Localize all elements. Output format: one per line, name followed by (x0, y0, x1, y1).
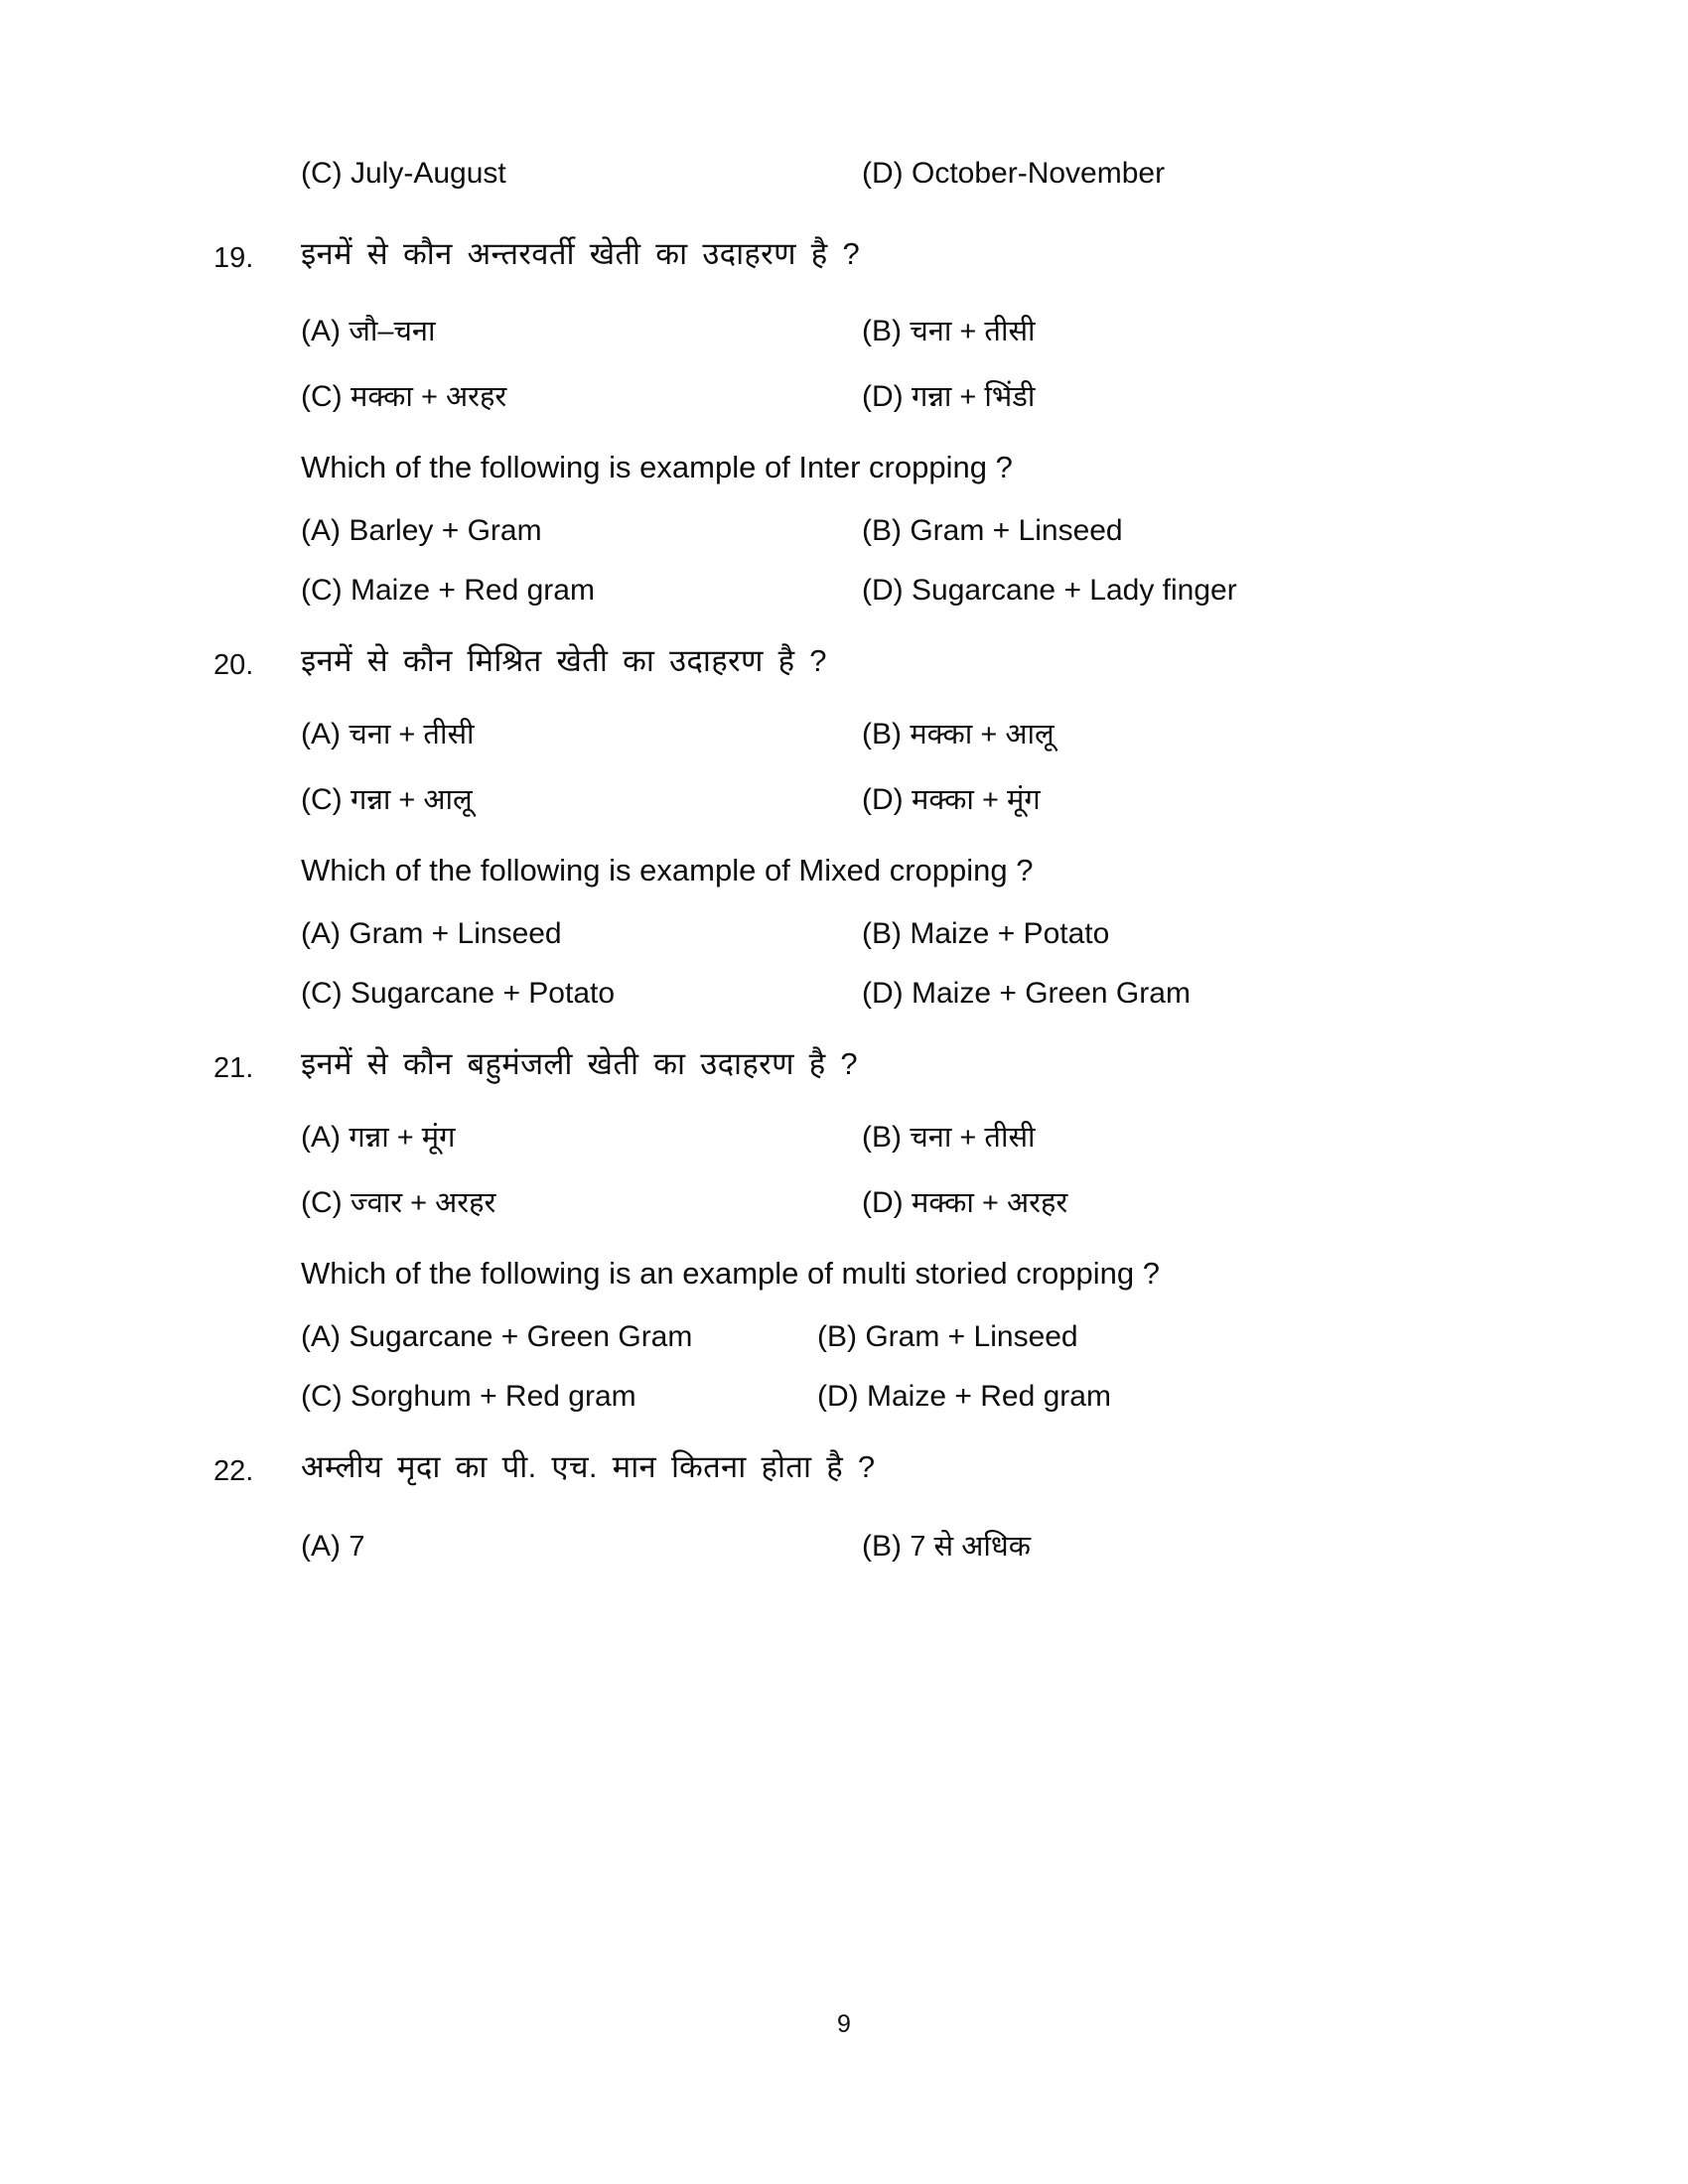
question-20-options-hindi-row-2 (213, 785, 1522, 815)
question-19-option-b-en[interactable] (862, 516, 1522, 546)
option-text: चना + तीसी (910, 1122, 1036, 1154)
question-21-stem-english: Which of the following is an example of multi storied cropping ? (301, 1256, 1160, 1291)
question-19-options-hindi-row-2 (213, 382, 1522, 412)
question-19-option-c-en[interactable] (301, 576, 862, 606)
option-label: (B) (862, 718, 902, 751)
option-text: Gram + Linseed (910, 514, 1123, 547)
carryover-option-row (213, 159, 1522, 189)
option-label: (B) (862, 1121, 902, 1154)
question-22-option-b-hi[interactable] (862, 1532, 1522, 1562)
question-19 (213, 238, 1435, 273)
question-19-stem-english-wrap (213, 452, 1435, 482)
question-20-option-c-hi[interactable] (301, 785, 862, 815)
option-label: (A) (301, 917, 341, 950)
question-19-options-hindi-row-1 (213, 317, 1522, 346)
option-label: (B) (862, 917, 902, 950)
question-20-options-english-row-1 (213, 919, 1522, 949)
question-21-options-english-row-1 (213, 1322, 1522, 1352)
option-label: (A) (301, 1121, 341, 1154)
question-20-stem-hindi: इनमें से कौन मिश्रित खेती का उदाहरण है ? (301, 643, 827, 678)
option-label: (C) (301, 574, 343, 607)
option-text: Sugarcane + Green Gram (349, 1320, 693, 1353)
question-21-option-a-hi[interactable] (301, 1123, 862, 1153)
question-20-option-b-hi[interactable] (862, 720, 1522, 750)
page-number: 9 (837, 2010, 851, 2038)
question-21-option-b-hi[interactable] (862, 1123, 1522, 1153)
option-text: मक्का + अरहर (351, 381, 507, 413)
option-label: (A) (301, 1530, 341, 1563)
question-19-stem-hindi: इनमें से कौन अन्तरवर्ती खेती का उदाहरण है ? (301, 236, 861, 271)
option-text: मक्का + आलू (910, 719, 1055, 751)
option-label: (D) (862, 783, 904, 816)
option-label: (B) (862, 1530, 902, 1563)
option-label: (D) (862, 1186, 904, 1219)
question-21-options-english-row-2 (213, 1382, 1522, 1412)
option-label: (D) (817, 1380, 859, 1413)
option-c-label: (C) (301, 157, 343, 190)
question-20-option-a-en[interactable] (301, 919, 862, 949)
question-20-option-c-en[interactable] (301, 979, 862, 1009)
question-19-number: 19. (213, 242, 254, 274)
question-21 (213, 1048, 1435, 1083)
option-text: चना + तीसी (349, 719, 475, 751)
option-d-text: October-November (912, 157, 1166, 190)
question-20-options-hindi-row-1 (213, 720, 1522, 750)
option-text: मक्का + अरहर (912, 1187, 1068, 1219)
question-20-number: 20. (213, 649, 254, 681)
question-20-stem-english: Which of the following is example of Mixed cropping ? (301, 853, 1034, 887)
option-text: ज्वार + अरहर (351, 1187, 496, 1219)
question-22 (213, 1451, 1435, 1486)
option-label: (C) (301, 1186, 343, 1219)
option-text: Gram + Linseed (865, 1320, 1078, 1353)
option-text: मक्का + मूंग (912, 784, 1041, 816)
option-label: (D) (862, 574, 904, 607)
question-19-stem-english: Which of the following is example of Inter cropping ? (301, 450, 1013, 484)
option-text: Maize + Red gram (351, 574, 595, 607)
option-label: (C) (301, 783, 343, 816)
question-21-option-b-en[interactable] (817, 1322, 1522, 1352)
option-text: Sugarcane + Lady finger (912, 574, 1237, 607)
question-19-option-a-hi[interactable] (301, 317, 862, 346)
option-label: (D) (862, 977, 904, 1010)
question-21-option-c-en[interactable] (301, 1382, 817, 1412)
question-21-option-d-hi[interactable] (862, 1188, 1522, 1218)
option-d (862, 159, 1522, 189)
option-label: (C) (301, 977, 343, 1010)
question-19-option-b-hi[interactable] (862, 317, 1522, 346)
option-label: (C) (301, 1380, 343, 1413)
option-label: (A) (301, 718, 341, 751)
option-text: 7 से अधिक (910, 1531, 1031, 1563)
option-text: Maize + Red gram (867, 1380, 1111, 1413)
option-text: Sugarcane + Potato (351, 977, 616, 1010)
option-text: 7 (349, 1531, 365, 1563)
page-content (213, 159, 1435, 1562)
option-text: जौ–चना (349, 316, 436, 347)
question-21-option-a-en[interactable] (301, 1322, 817, 1352)
question-21-options-hindi-row-2 (213, 1188, 1522, 1218)
question-21-options-hindi-row-1 (213, 1123, 1522, 1153)
question-19-option-c-hi[interactable] (301, 382, 862, 412)
option-label: (A) (301, 315, 341, 347)
option-label: (B) (817, 1320, 857, 1353)
question-22-stem-hindi: अम्लीय मृदा का पी. एच. मान कितना होता है ? (301, 1449, 876, 1484)
question-20-options-english-row-2 (213, 979, 1522, 1009)
option-label: (B) (862, 315, 902, 347)
option-text: Maize + Potato (910, 917, 1110, 950)
option-c (301, 159, 862, 189)
option-label: (D) (862, 380, 904, 413)
option-d-label: (D) (862, 157, 904, 190)
option-label: (C) (301, 380, 343, 413)
option-text: Maize + Green Gram (912, 977, 1191, 1010)
option-text: गन्ना + मूंग (349, 1122, 456, 1154)
question-20-stem-english-wrap (213, 855, 1435, 886)
option-text: Gram + Linseed (349, 917, 562, 950)
question-21-option-d-en[interactable] (817, 1382, 1522, 1412)
question-19-options-english-row-2 (213, 576, 1522, 606)
question-20 (213, 645, 1435, 680)
option-text: Barley + Gram (349, 514, 542, 547)
question-22-number: 22. (213, 1455, 254, 1487)
question-19-options-english-row-1 (213, 516, 1522, 546)
question-21-option-c-hi[interactable] (301, 1188, 862, 1218)
question-20-option-b-en[interactable] (862, 919, 1522, 949)
option-label: (A) (301, 1320, 341, 1353)
option-text: गन्ना + भिंडी (912, 381, 1036, 413)
option-text: चना + तीसी (910, 316, 1036, 347)
question-20-option-d-en[interactable] (862, 979, 1522, 1009)
question-22-options-hindi-row-1 (213, 1532, 1522, 1562)
question-19-option-d-en[interactable] (862, 576, 1522, 606)
question-19-option-a-en[interactable] (301, 516, 862, 546)
option-label: (B) (862, 514, 902, 547)
question-21-stem-hindi: इनमें से कौन बहुमंजली खेती का उदाहरण है ? (301, 1046, 858, 1081)
question-22-option-a-hi[interactable] (301, 1532, 862, 1562)
option-text: गन्ना + आलू (351, 784, 473, 816)
question-20-option-a-hi[interactable] (301, 720, 862, 750)
option-label: (A) (301, 514, 341, 547)
question-21-number: 21. (213, 1052, 254, 1084)
question-19-option-d-hi[interactable] (862, 382, 1522, 412)
question-20-option-d-hi[interactable] (862, 785, 1522, 815)
option-text: Sorghum + Red gram (351, 1380, 636, 1413)
question-21-stem-english-wrap (213, 1258, 1435, 1289)
option-c-text: July-August (351, 157, 506, 190)
